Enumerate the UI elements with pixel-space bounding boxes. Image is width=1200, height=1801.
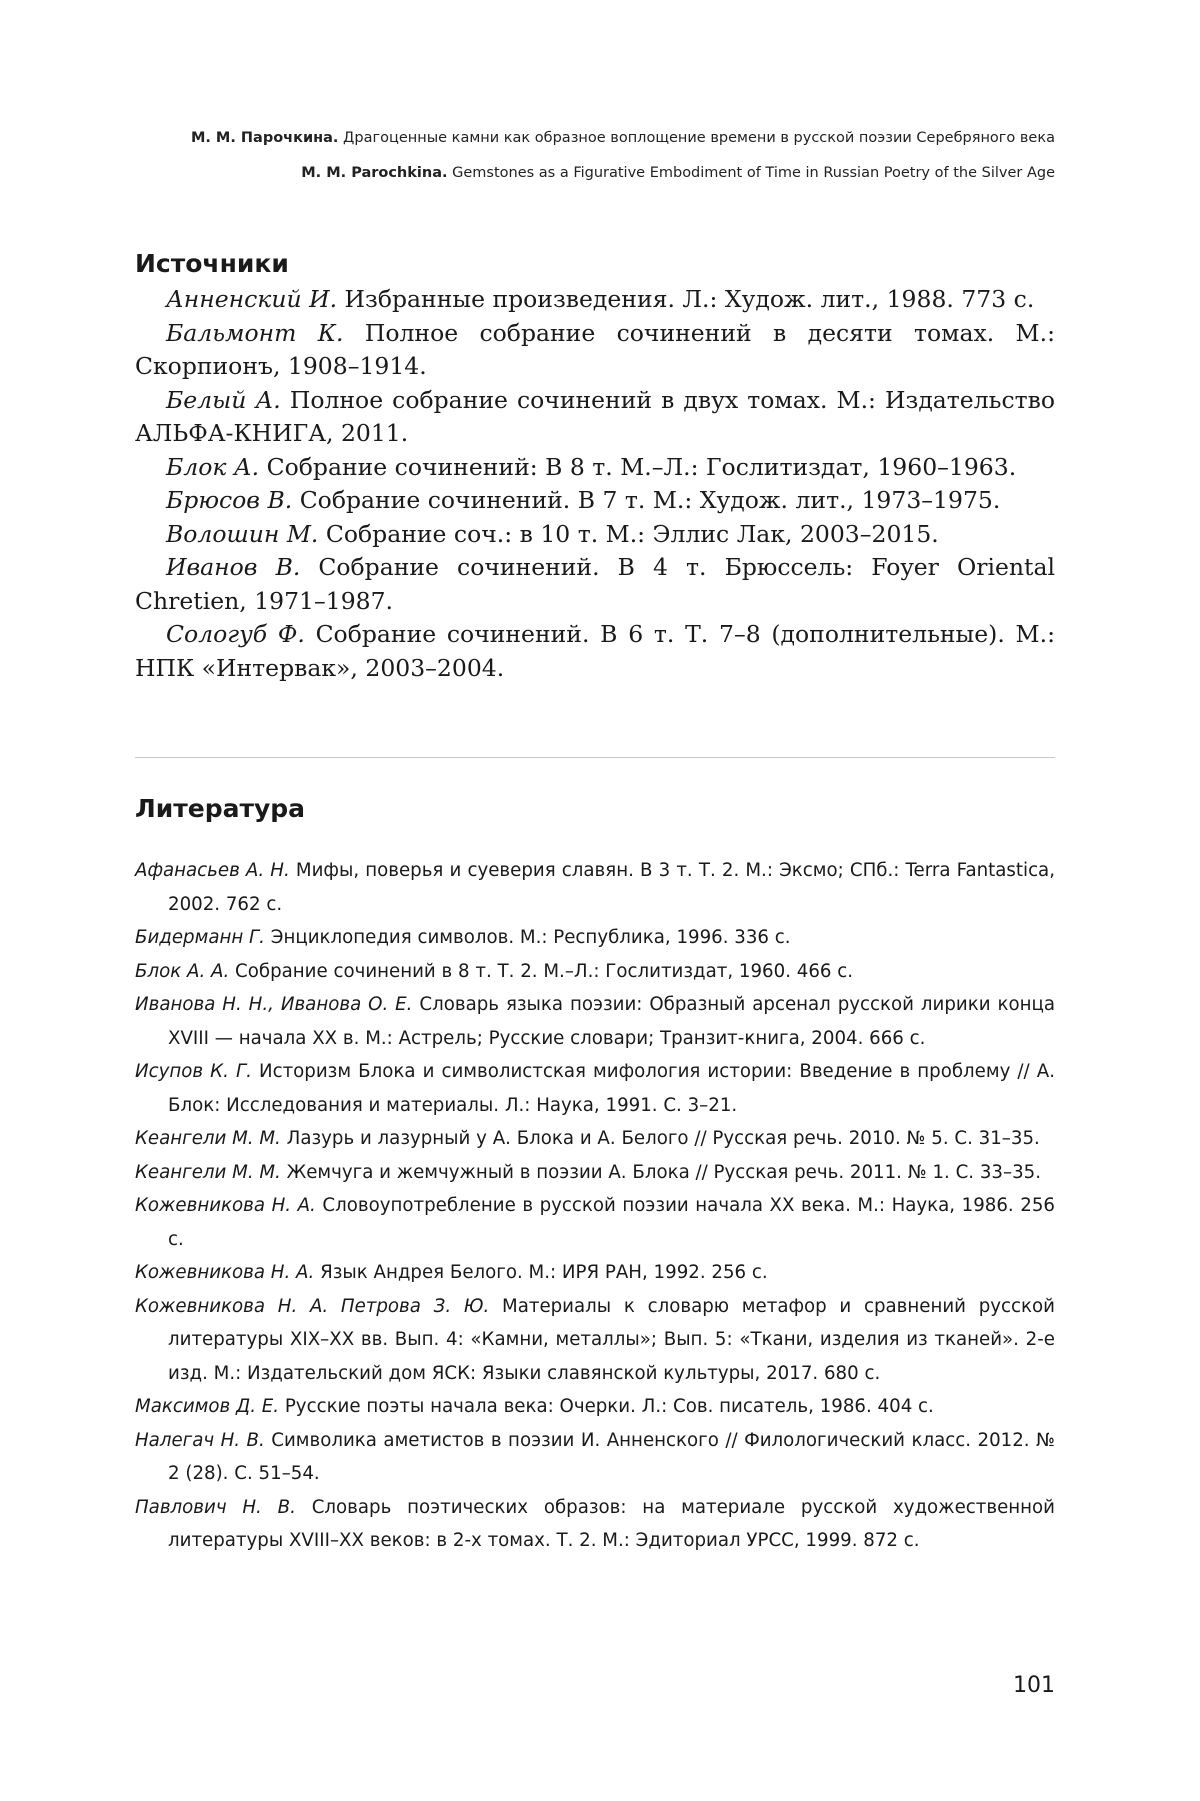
- reference-entry: [135, 1424, 1055, 1491]
- source-entry-text: Собрание соч.: в 10 т. М.: Эллис Лак, 2003–2015.: [325, 519, 939, 548]
- reference-entry-author: Максимов Д. Е.: [135, 1396, 280, 1417]
- reference-entry-text: Словарь языка поэзии: Образный арсенал русской лирики конца XVIII — начала XX в. М.: Астрель; Русские словари; Транзит-книга, 2004. 666 с.: [168, 994, 1055, 1049]
- reference-entry-text: Словарь поэтических образов: на материале русской художественной литературы XVIII–XX веков: в 2-х томах. Т. 2. М.: Эдиториал УРСС, 1999. 872 с.: [168, 1496, 1055, 1551]
- reference-entry-text: Энциклопедия символов. М.: Республика, 1996. 336 с.: [270, 927, 791, 948]
- source-entry-text: Полное собрание сочинений в двух томах. М.: Издательство АЛЬФА-КНИГА, 2011.: [135, 385, 1055, 447]
- reference-entry: [135, 1189, 1055, 1256]
- source-entry-author: Брюсов В.: [166, 486, 293, 514]
- reference-entry-author: Кожевникова Н. А.: [135, 1262, 315, 1283]
- reference-entry-text: Историзм Блока и символистская мифология истории: Введение в проблему // А. Блок: Исследования и материалы. Л.: Наука, 1991. С. 3–21.: [168, 1061, 1055, 1116]
- reference-entry-author: Бидерманн Г.: [135, 927, 265, 948]
- source-entry: [135, 618, 1055, 685]
- reference-entry-text: Собрание сочинений в 8 т. Т. 2. М.–Л.: Гослитиздат, 1960. 466 с.: [235, 960, 854, 982]
- reference-entry-author: Блок А. А.: [135, 960, 230, 982]
- reference-entry: [135, 1256, 1055, 1290]
- source-entry: [135, 451, 1055, 485]
- sources-list: [135, 283, 1055, 685]
- running-head-ru: [135, 128, 1055, 148]
- section-divider: [135, 757, 1055, 758]
- source-entry-text: Полное собрание сочинений в десяти томах. М.: Скорпионъ, 1908–1914.: [135, 318, 1055, 380]
- reference-entry-text: Мифы, поверья и суеверия славян. В 3 т. Т. 2. М.: Эксмо; СПб.: Terra Fantastica, 2002. 762 с.: [168, 860, 1055, 915]
- source-entry-text: Собрание сочинений: В 8 т. М.–Л.: Гослитиздат, 1960–1963.: [266, 452, 1017, 481]
- reference-entry-author: Павлович Н. В.: [135, 1496, 296, 1518]
- reference-entry: [135, 1055, 1055, 1122]
- reference-entry: [135, 921, 1055, 955]
- reference-entry: [135, 988, 1055, 1055]
- reference-entry-author: Кеангели М. М.: [135, 1128, 281, 1149]
- reference-entry-text: Материалы к словарю метафор и сравнений русской литературы XIX–XX вв. Вып. 4: «Камни, металлы»; Вып. 5: «Ткани, изделия из тканей». 2-е изд. М.: Издательский дом ЯСК: Языки славянской культуры, 2017. 680 с.: [168, 1295, 1055, 1384]
- source-entry-text: Собрание сочинений. В 7 т. М.: Худож. лит., 1973–1975.: [299, 486, 1001, 514]
- running-head-ru-title: Драгоценные камни как образное воплощение времени в русской поэзии Серебряного века: [343, 130, 1055, 146]
- reference-entry-text: Язык Андрея Белого. М.: ИРЯ РАН, 1992. 256 с.: [320, 1262, 768, 1283]
- source-entry: [135, 484, 1055, 518]
- reference-entry: [135, 955, 1055, 989]
- source-entry: [135, 551, 1055, 618]
- source-entry-author: Волошин М.: [166, 519, 319, 548]
- reference-entry-author: Кожевникова Н. А.: [135, 1195, 316, 1216]
- reference-entry-text: Русские поэты начала века: Очерки. Л.: Сов. писатель, 1986. 404 с.: [284, 1396, 934, 1417]
- reference-entry-author: Иванова Н. Н., Иванова О. Е.: [135, 994, 413, 1015]
- reference-entry-text: Жемчуга и жемчужный в поэзии А. Блока // Русская речь. 2011. № 1. С. 33–35.: [286, 1161, 1041, 1183]
- source-entry-author: Анненский И.: [166, 285, 338, 313]
- sources-heading: Источники: [135, 249, 289, 278]
- literature-list: [135, 854, 1055, 1558]
- literature-heading: Литература: [135, 794, 306, 823]
- reference-entry: [135, 854, 1055, 921]
- source-entry-author: Бальмонт К.: [166, 318, 344, 347]
- source-entry-text: Избранные произведения. Л.: Худож. лит., 1988. 773 с.: [344, 285, 1035, 313]
- running-head-ru-author: М. М. Парочкина.: [190, 130, 339, 146]
- source-entry-text: Собрание сочинений. В 4 т. Брюссель: Foyer Oriental Chretien, 1971–1987.: [135, 553, 1055, 615]
- source-entry: [135, 283, 1055, 317]
- reference-entry-author: Исупов К. Г.: [135, 1061, 252, 1082]
- reference-entry-text: Символика аметистов в поэзии И. Анненского // Филологический класс. 2012. № 2 (28). С. 51–54.: [168, 1429, 1055, 1484]
- reference-entry: [135, 1390, 1055, 1424]
- reference-entry: [135, 1290, 1055, 1391]
- running-head-en-author: M. M. Parochkina.: [301, 165, 448, 181]
- running-head-en: [135, 163, 1055, 183]
- reference-entry: [135, 1491, 1055, 1558]
- reference-entry-text: Лазурь и лазурный у А. Блока и А. Белого // Русская речь. 2010. № 5. С. 31–35.: [286, 1128, 1040, 1149]
- reference-entry: [135, 1156, 1055, 1190]
- reference-entry-text: Словоупотребление в русской поэзии начала XX века. М.: Наука, 1986. 256 с.: [168, 1195, 1055, 1250]
- source-entry: [135, 518, 1055, 552]
- page-number: 101: [1013, 1673, 1055, 1698]
- reference-entry-author: Налегач Н. В.: [135, 1429, 265, 1451]
- reference-entry-author: Афанасьев А. Н.: [135, 860, 290, 881]
- reference-entry: [135, 1122, 1055, 1156]
- source-entry-author: Белый А.: [166, 385, 281, 414]
- source-entry: [135, 384, 1055, 451]
- source-entry-text: Собрание сочинений. В 6 т. Т. 7–8 (дополнительные). М.: НПК «Интервак», 2003–2004.: [135, 620, 1055, 682]
- running-head-en-title: Gemstones as a Figurative Embodiment of Time in Russian Poetry of the Silver Age: [452, 165, 1055, 181]
- source-entry-author: Сологуб Ф.: [166, 620, 305, 648]
- source-entry: [135, 317, 1055, 384]
- reference-entry-author: Кеангели М. М.: [135, 1161, 281, 1183]
- source-entry-author: Блок А.: [166, 452, 260, 481]
- source-entry-author: Иванов В.: [166, 553, 301, 581]
- reference-entry-author: Кожевникова Н. А. Петрова З. Ю.: [135, 1295, 490, 1317]
